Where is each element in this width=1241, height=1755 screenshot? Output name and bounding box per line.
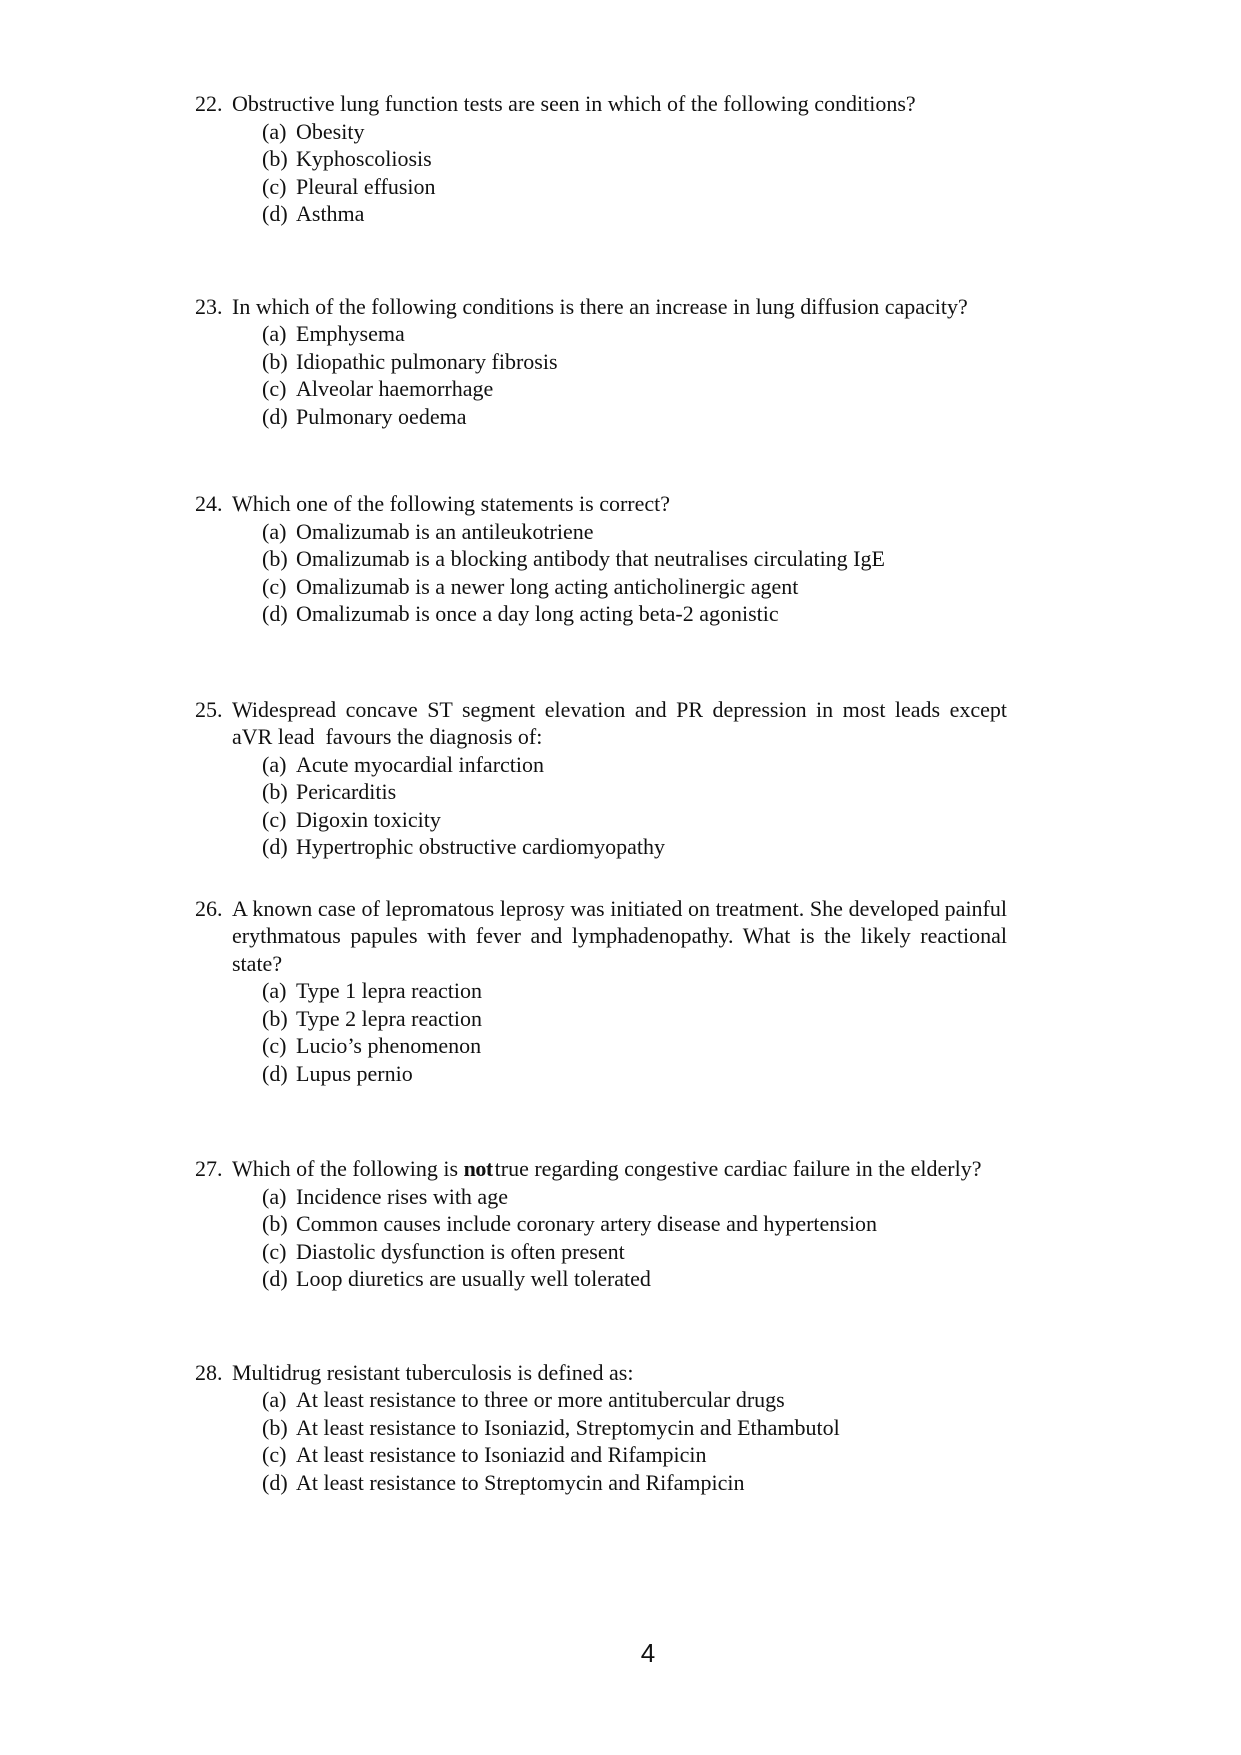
option-marker: (d) bbox=[262, 601, 288, 626]
question-body bbox=[232, 90, 1007, 228]
question-number: 23. bbox=[195, 293, 223, 319]
option-a bbox=[262, 751, 1007, 779]
question-text: Widespread concave ST segment elevation and PR depression in most leads except aVR lead favours the diagnosis of: bbox=[232, 696, 1013, 749]
option-b bbox=[262, 778, 1007, 806]
question-27 bbox=[195, 1155, 1007, 1293]
option-text: Lupus pernio bbox=[296, 1060, 413, 1086]
option-c bbox=[262, 1441, 1007, 1469]
option-c bbox=[262, 173, 1007, 201]
question-number: 24. bbox=[195, 491, 223, 516]
option-marker: (c) bbox=[262, 1033, 287, 1058]
option-text: Kyphoscoliosis bbox=[296, 146, 432, 171]
question-number: 25. bbox=[195, 696, 223, 722]
options-list bbox=[262, 518, 1007, 628]
option-a bbox=[262, 977, 1007, 1005]
option-text: Loop diuretics are usually well tolerated bbox=[296, 1266, 651, 1291]
options-list bbox=[262, 1386, 1007, 1496]
option-d bbox=[262, 200, 1007, 228]
question-body bbox=[232, 1155, 1007, 1293]
question-text: In which of the following conditions is there an increase in lung diffusion capacity? bbox=[232, 293, 968, 319]
question-number: 22. bbox=[195, 91, 223, 116]
question-text: Obstructive lung function tests are seen in which of the following conditions? bbox=[232, 91, 916, 116]
option-marker: (c) bbox=[262, 806, 287, 832]
option-text: Pericarditis bbox=[296, 779, 397, 804]
option-d bbox=[262, 1060, 1007, 1088]
option-marker: (d) bbox=[262, 403, 288, 429]
option-marker: (d) bbox=[262, 834, 288, 859]
option-a bbox=[262, 118, 1007, 146]
option-d bbox=[262, 833, 1007, 861]
question-22 bbox=[195, 90, 1007, 228]
option-marker: (b) bbox=[262, 546, 288, 571]
option-text: Hypertrophic obstructive cardiomyopathy bbox=[296, 834, 666, 859]
option-c bbox=[262, 573, 1007, 601]
option-text: Obesity bbox=[296, 118, 365, 144]
option-marker: (b) bbox=[262, 1005, 288, 1031]
option-marker: (a) bbox=[262, 118, 287, 144]
question-body bbox=[232, 696, 1013, 861]
options-list bbox=[262, 118, 1007, 228]
option-text: Asthma bbox=[296, 201, 365, 226]
option-a bbox=[262, 518, 1007, 546]
option-text: Omalizumab is a newer long acting anticholinergic agent bbox=[296, 573, 799, 599]
option-b bbox=[262, 1414, 1007, 1442]
question-number: 26. bbox=[195, 895, 223, 921]
question-26 bbox=[195, 895, 1013, 1088]
option-text: Common causes include coronary artery disease and hypertension bbox=[296, 1211, 877, 1236]
option-marker: (b) bbox=[262, 779, 288, 804]
question-body bbox=[232, 1359, 1007, 1497]
option-b bbox=[262, 348, 1007, 376]
option-text: Diastolic dysfunction is often present bbox=[296, 1238, 625, 1264]
options-list bbox=[262, 320, 1007, 430]
option-c bbox=[262, 1238, 1007, 1266]
option-marker: (b) bbox=[262, 348, 288, 374]
option-text: At least resistance to Isoniazid and Rifampicin bbox=[296, 1442, 707, 1467]
options-list bbox=[262, 977, 1007, 1087]
option-text: At least resistance to Streptomycin and Rifampicin bbox=[296, 1469, 745, 1495]
option-marker: (c) bbox=[262, 1442, 287, 1467]
option-text: Omalizumab is a blocking antibody that neutralises circulating IgE bbox=[296, 546, 885, 571]
option-d bbox=[262, 1265, 1007, 1293]
question-text-bold: not bbox=[463, 1156, 493, 1181]
question-text: A known case of lepromatous leprosy was initiated on treatment. She developed painful erythmatous papules with fever and lymphadenopathy. What is the likely reactional state? bbox=[232, 895, 1013, 976]
option-c bbox=[262, 806, 1007, 834]
question-text bbox=[232, 1155, 1007, 1183]
option-marker: (b) bbox=[262, 1211, 288, 1236]
option-marker: (c) bbox=[262, 173, 287, 199]
option-a bbox=[262, 1183, 1007, 1211]
option-marker: (a) bbox=[262, 751, 287, 777]
option-text: Omalizumab is an antileukotriene bbox=[296, 518, 594, 544]
option-d bbox=[262, 1469, 1007, 1497]
question-text: Multidrug resistant tuberculosis is defined as: bbox=[232, 1359, 634, 1385]
option-b bbox=[262, 1005, 1007, 1033]
option-b bbox=[262, 145, 1007, 173]
option-d bbox=[262, 403, 1007, 431]
options-list bbox=[262, 1183, 1007, 1293]
option-c bbox=[262, 1032, 1007, 1060]
option-marker: (b) bbox=[262, 146, 288, 171]
option-marker: (c) bbox=[262, 1238, 287, 1264]
question-body bbox=[232, 293, 1007, 431]
option-text: Type 2 lepra reaction bbox=[296, 1005, 482, 1031]
option-text: Acute myocardial infarction bbox=[296, 751, 545, 777]
option-text: Digoxin toxicity bbox=[296, 806, 441, 832]
page-number: 4 bbox=[640, 1638, 656, 1668]
question-body bbox=[232, 490, 1007, 628]
option-text: At least resistance to three or more antitubercular drugs bbox=[296, 1387, 785, 1412]
option-marker: (a) bbox=[262, 1387, 287, 1412]
option-marker: (d) bbox=[262, 1469, 288, 1495]
option-text: At least resistance to Isoniazid, Streptomycin and Ethambutol bbox=[296, 1414, 840, 1440]
option-text: Lucio’s phenomenon bbox=[296, 1033, 482, 1058]
option-marker: (a) bbox=[262, 321, 287, 346]
question-number: 28. bbox=[195, 1359, 223, 1385]
question-number: 27. bbox=[195, 1156, 223, 1181]
option-text: Idiopathic pulmonary fibrosis bbox=[296, 348, 558, 374]
option-marker: (a) bbox=[262, 978, 287, 1003]
question-23 bbox=[195, 293, 1007, 431]
option-d bbox=[262, 600, 1007, 628]
option-a bbox=[262, 1386, 1007, 1414]
option-marker: (d) bbox=[262, 1060, 288, 1086]
questions-list bbox=[195, 90, 1013, 1496]
question-25 bbox=[195, 696, 1013, 861]
option-c bbox=[262, 375, 1007, 403]
option-marker: (a) bbox=[262, 1183, 287, 1209]
option-marker: (c) bbox=[262, 376, 287, 401]
question-text-after: true regarding congestive cardiac failure in the elderly? bbox=[494, 1156, 982, 1181]
option-text: Emphysema bbox=[296, 321, 405, 346]
question-body bbox=[232, 895, 1013, 1088]
option-marker: (b) bbox=[262, 1414, 288, 1440]
option-a bbox=[262, 320, 1007, 348]
question-28 bbox=[195, 1359, 1007, 1497]
option-marker: (a) bbox=[262, 518, 287, 544]
option-text: Type 1 lepra reaction bbox=[296, 978, 482, 1003]
option-text: Omalizumab is once a day long acting beta-2 agonistic bbox=[296, 601, 779, 626]
option-marker: (d) bbox=[262, 201, 288, 226]
option-marker: (d) bbox=[262, 1266, 288, 1291]
option-marker: (c) bbox=[262, 573, 287, 599]
option-b bbox=[262, 1210, 1007, 1238]
question-24 bbox=[195, 490, 1007, 628]
options-list bbox=[262, 751, 1007, 861]
question-text: Which one of the following statements is correct? bbox=[232, 491, 671, 516]
option-text: Pulmonary oedema bbox=[296, 403, 467, 429]
option-b bbox=[262, 545, 1007, 573]
option-text: Alveolar haemorrhage bbox=[296, 376, 494, 401]
option-text: Pleural effusion bbox=[296, 173, 436, 199]
question-text-before: Which of the following is bbox=[232, 1156, 464, 1181]
option-text: Incidence rises with age bbox=[296, 1183, 508, 1209]
